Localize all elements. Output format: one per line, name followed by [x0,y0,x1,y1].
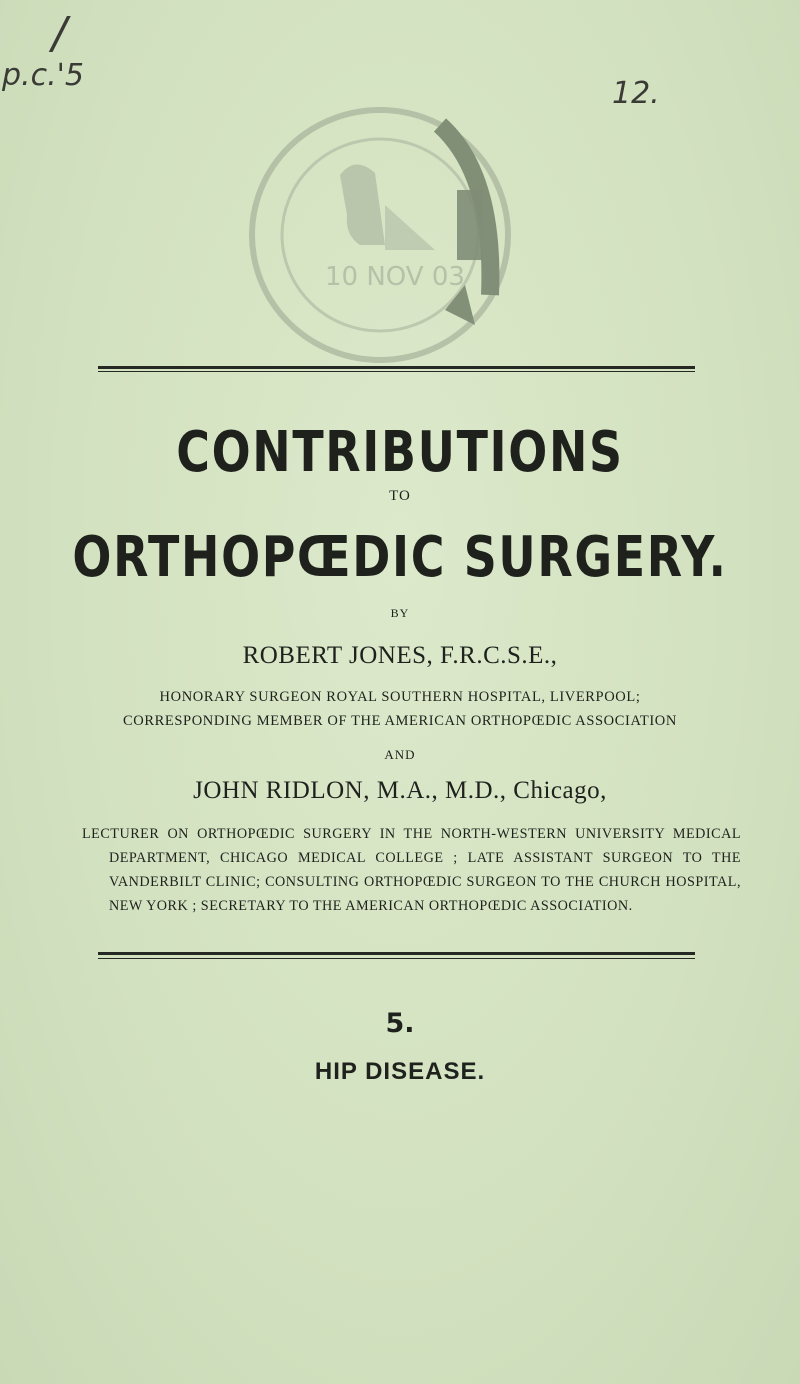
part-number: 5. [385,1008,415,1039]
author1-name: ROBERT JONES, F.R.C.S.E., [242,642,558,669]
handwritten-shelfmark: p.c.'5 [2,58,84,93]
author1-affiliation-1: HONORARY SURGEON ROYAL SOUTHERN HOSPITAL, LIVERPOOL; [159,689,641,705]
connector-by: BY [390,606,410,620]
stamp-date: 10 NOV 03 [325,262,465,292]
author2-name: JOHN RIDLON, M.A., M.D., Chicago, [193,777,607,804]
author1-affiliation-2: CORRESPONDING MEMBER OF THE AMERICAN ORTHOPŒDIC ASSOCIATION [123,713,677,729]
library-stamp-icon [235,95,525,375]
bottom-rule [98,952,695,955]
connector-to: TO [389,488,411,504]
top-rule-thin [98,371,695,372]
handwritten-number: 12. [612,76,660,111]
part-title: HIP DISEASE. [314,1058,486,1085]
author2-affiliation: LECTURER ON ORTHOPŒDIC SURGERY IN THE NORTH-WESTERN UNIVERSITY MEDICAL DEPARTMENT, CHICAGO MEDICAL COLLEGE ; LATE ASSISTANT SURGEON TO THE VANDERBILT CLINIC; CONSULTING ORTHOPŒDIC SURGEON TO THE CHURCH HOSPITAL, NEW YORK ; SECRETARY TO THE AMERICAN ORTHOPŒDIC ASSOCIATION. [82,826,741,914]
bottom-rule-thin [98,958,695,959]
title: CONTRIBUTIONS [176,420,624,485]
subtitle: ORTHOPŒDIC SURGERY. [72,525,728,590]
top-rule [98,366,695,369]
connector-and: AND [384,747,416,762]
pencil-mark-top-left: / [52,8,67,59]
